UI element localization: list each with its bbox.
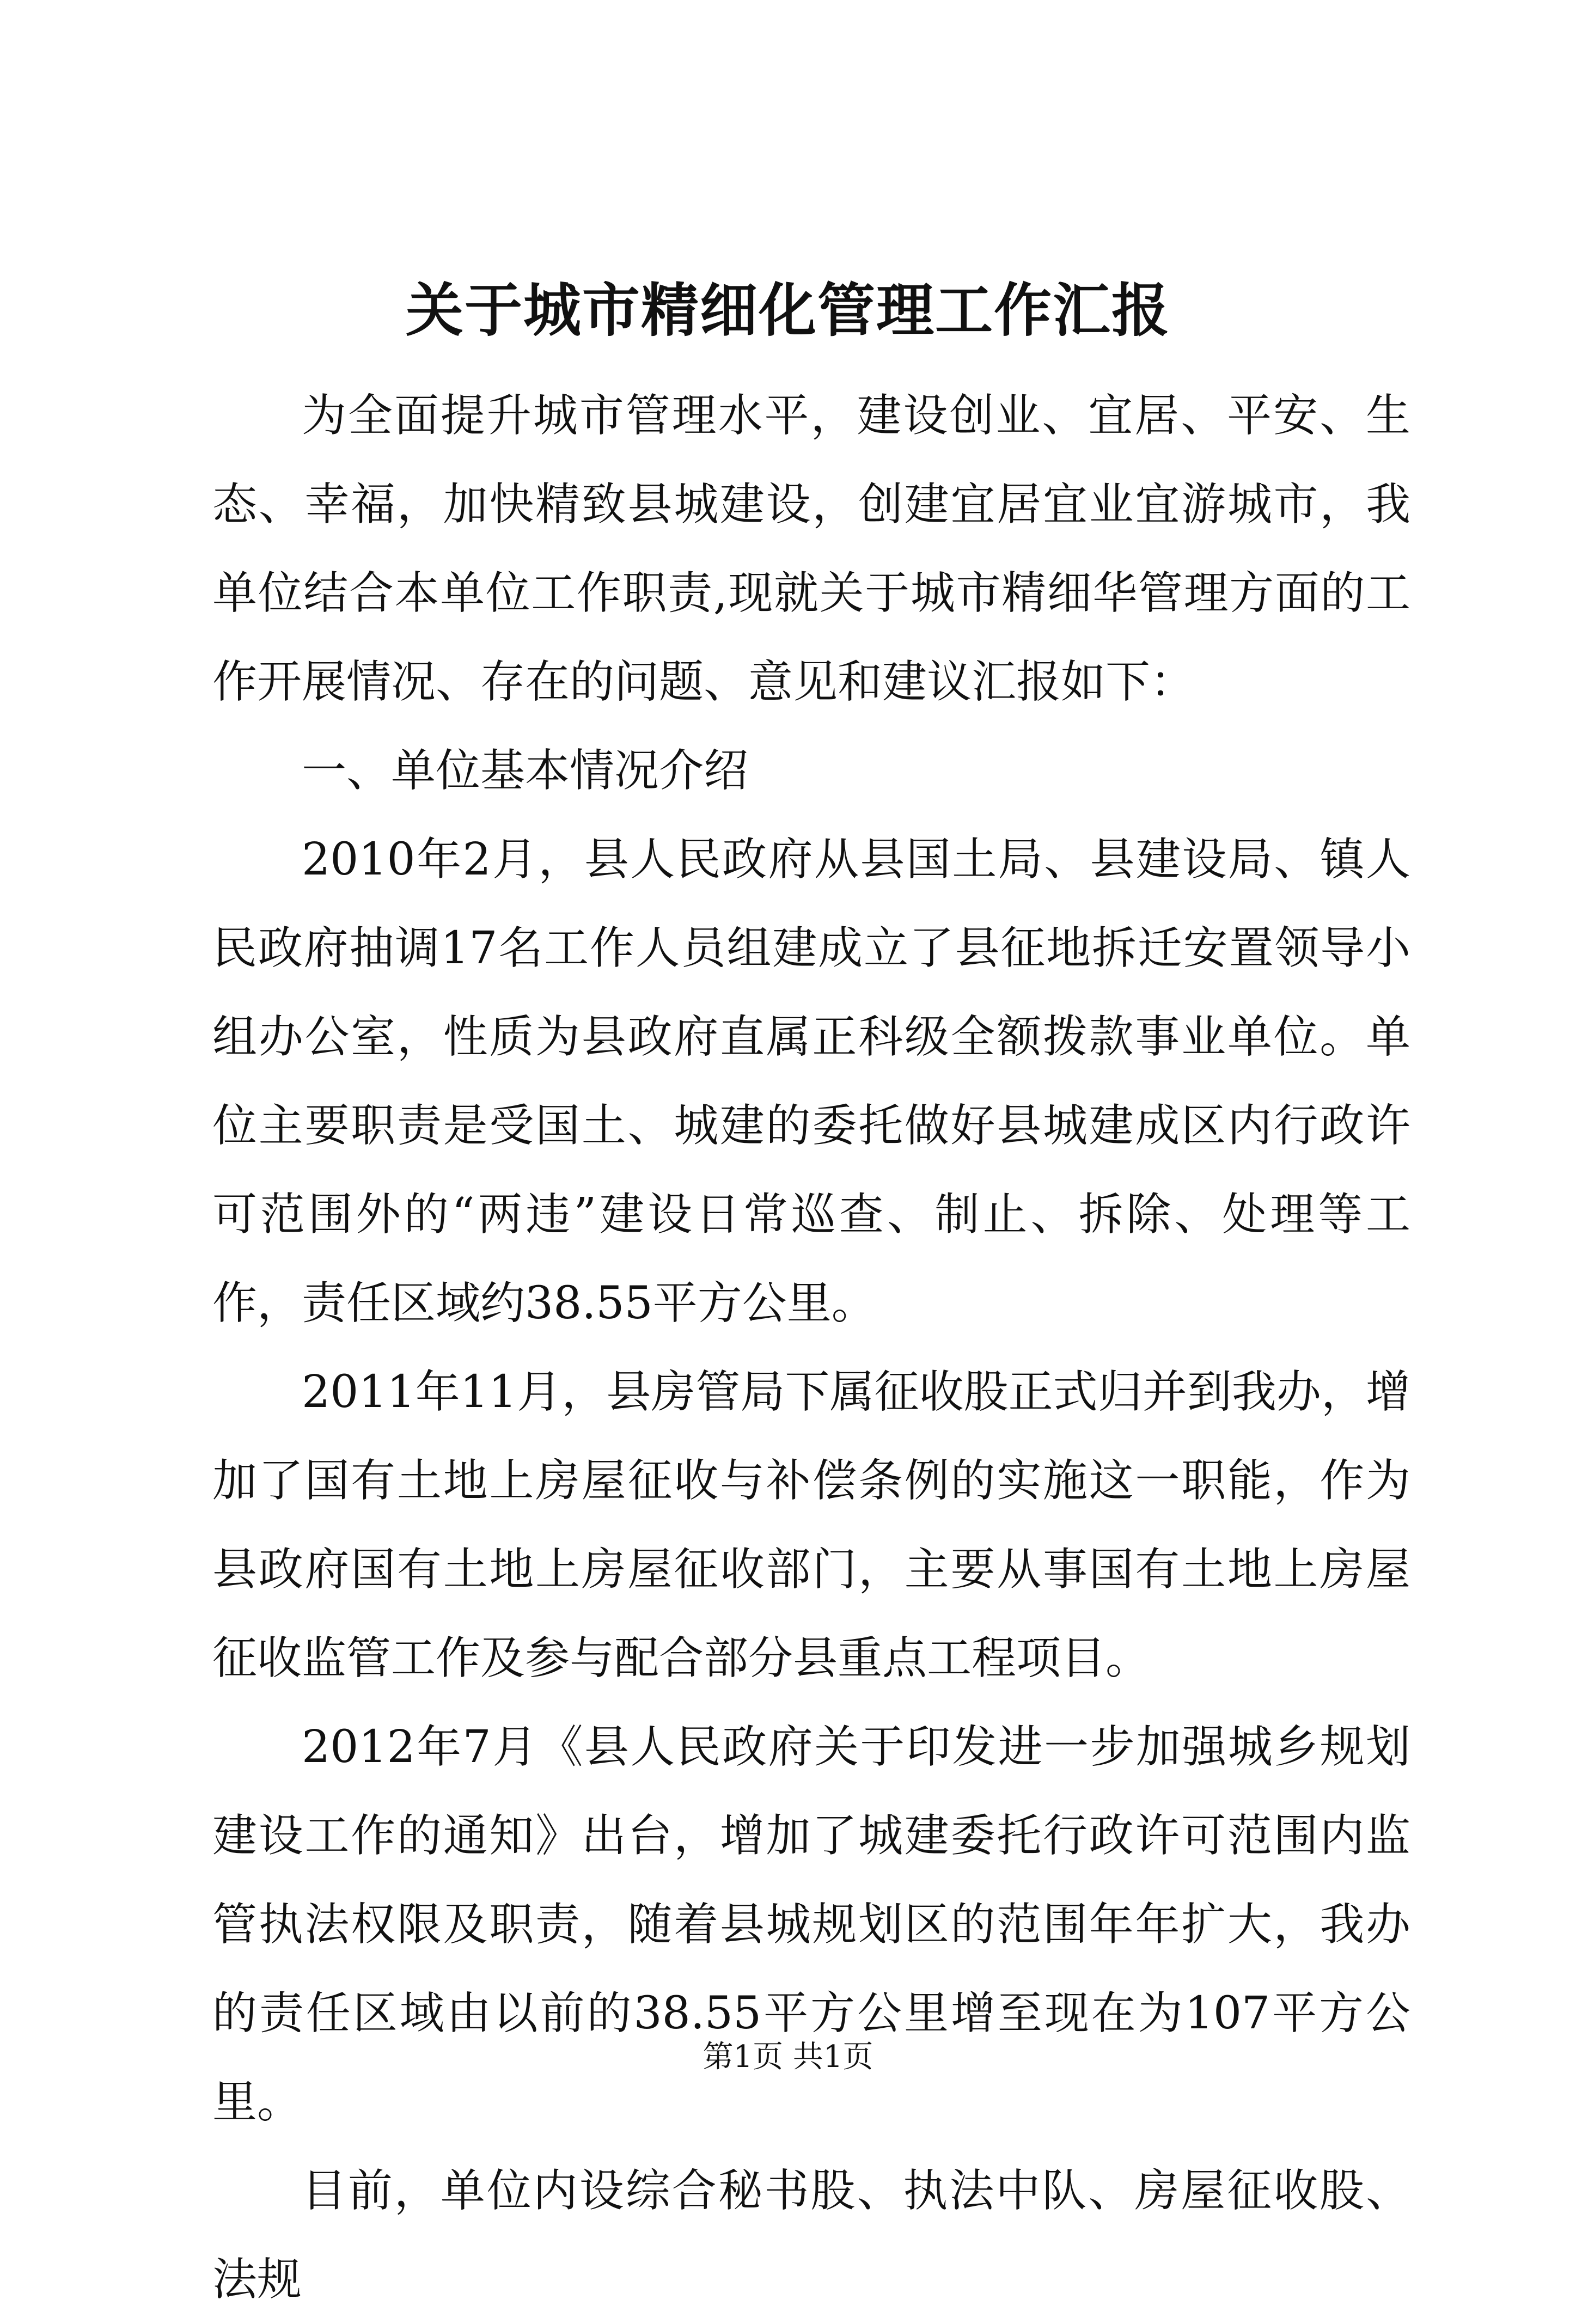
- document-body: [212, 371, 1410, 2324]
- paragraph-intro: 为全面提升城市管理水平，建设创业、宜居、平安、生态、幸福，加快精致县城建设，创建宜居宜业宜游城市，我单位结合本单位工作职责,现就关于城市精细华管理方面的工作开展情况、存在的问题、意见和建议汇报如下：: [212, 390, 1410, 708]
- paragraph-2010: 2010年2月，县人民政府从县国土局、县建设局、镇人民政府抽调17名工作人员组建成立了县征地拆迁安置领导小组办公室，性质为县政府直属正科级全额拨款事业单位。单位主要职责是受国土、城建的委托做好县城建成区内行政许可范围外的“两违”建设日常巡查、制止、拆除、处理等工作，责任区域约38.55平方公里。: [212, 834, 1410, 1329]
- document-title: 关于城市精细化管理工作汇报: [406, 276, 1170, 344]
- paragraph-current: 目前，单位内设综合秘书股、执法中队、房屋征收股、法规: [212, 2165, 1410, 2305]
- paragraph-2011: 2011年11月，县房管局下属征收股正式归并到我办，增加了国有土地上房屋征收与补偿条例的实施这一职能，作为县政府国有土地上房屋征收部门，主要从事国有土地上房屋征收监管工作及参与配合部分县重点工程项目。: [212, 1366, 1410, 1684]
- paragraph-2012: 2012年7月《县人民政府关于印发进一步加强城乡规划建设工作的通知》出台，增加了城建委托行政许可范围内监管执法权限及职责，随着县城规划区的范围年年扩大，我办的责任区域由以前的38.55平方公里增至现在为107平方公里。: [212, 1721, 1410, 2128]
- section-heading: 一、单位基本情况介绍: [302, 745, 749, 797]
- page-footer: 第1页 共1页: [703, 2039, 873, 2075]
